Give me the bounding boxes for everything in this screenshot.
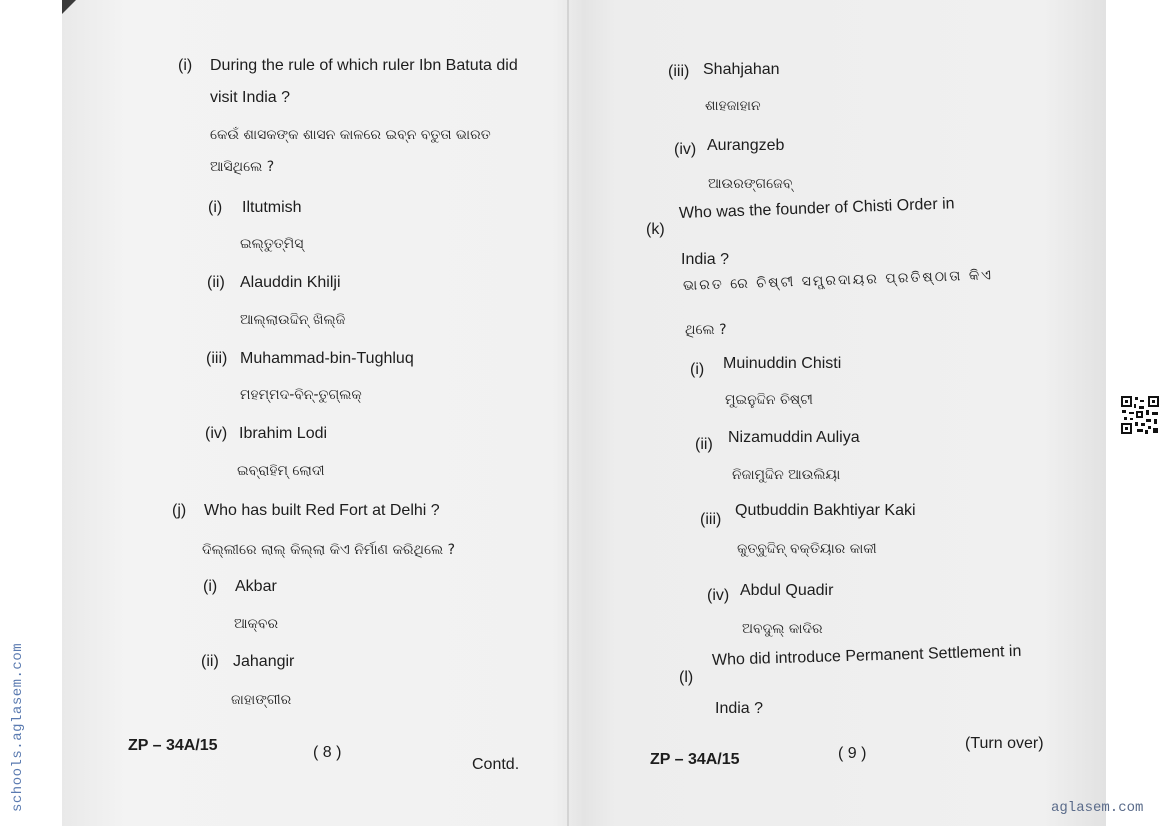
q-k-option-4-text: Abdul Quadir — [740, 582, 834, 599]
q-i-text-line2: visit India ? — [210, 89, 291, 106]
left-footer-code: ZP – 34A/15 — [128, 737, 218, 754]
q-i-option-2-text: Alauddin Khilji — [240, 274, 341, 291]
q-i-option-4-odia: ଇବ୍ରାହିମ୍ ଲୋଦୀ — [237, 463, 325, 479]
q-k-option-1-text: Muinuddin Chisti — [723, 355, 842, 372]
q-j-number: (j) — [172, 502, 187, 519]
q-i-number: (i) — [178, 57, 193, 74]
q-i-option-4-number: (iv) — [205, 425, 228, 442]
q-k-option-1-odia: ମୁଇନୁଦ୍ଦିନ ଚିଷ୍ଟୀ — [725, 392, 813, 408]
q-i-option-3-text: Shahjahan — [703, 61, 780, 78]
q-l-number: (l) — [679, 669, 694, 686]
q-k-text-line1: Who was the founder of Chisti Order in — [678, 195, 955, 222]
q-i-option-1-odia: ଇଲ୍‌ତୁତ୍‌ମିସ୍ — [240, 236, 304, 252]
q-j-text: Who has built Red Fort at Delhi ? — [204, 502, 440, 519]
q-k-odia-line2: ଥିଲେ ? — [685, 322, 727, 338]
q-i-option-4-text: Ibrahim Lodi — [239, 425, 328, 442]
q-i-option-4-number: (iv) — [674, 141, 697, 158]
q-i-text-line1: During the rule of which ruler Ibn Batuta did — [210, 57, 518, 74]
q-j-option-1-number: (i) — [203, 578, 218, 595]
q-l-text-line1: Who did introduce Permanent Settlement in — [711, 642, 1022, 669]
q-k-option-3-text: Qutbuddin Bakhtiyar Kaki — [735, 502, 916, 519]
page-fold — [567, 0, 569, 826]
q-k-option-3-number: (iii) — [700, 511, 722, 528]
qr-code-icon — [1120, 395, 1160, 435]
q-i-option-2-number: (ii) — [207, 274, 225, 291]
q-j-option-2-odia: ଜାହାଙ୍ଗୀର — [231, 692, 292, 708]
q-i-option-3-text: Muhammad-bin-Tughluq — [240, 350, 414, 367]
q-k-option-2-odia: ନିଜାମୁଦ୍ଦିନ ଆଉଲିୟା — [732, 467, 841, 483]
q-i-option-1-number: (i) — [208, 199, 223, 216]
q-j-option-1-text: Akbar — [235, 578, 277, 595]
turn-over-label: (Turn over) — [965, 735, 1044, 752]
q-k-option-2-number: (ii) — [695, 436, 713, 453]
contd-label: Contd. — [472, 756, 520, 773]
q-i-option-3-number: (iii) — [668, 63, 690, 80]
right-footer-code: ZP – 34A/15 — [650, 751, 740, 768]
q-i-option-2-odia: ଆଲ୍ଲାଉଦ୍ଦିନ୍ ଖିଲ୍‌ଜି — [240, 312, 346, 328]
q-i-option-3-odia: ମହମ୍ମଦ-ବିନ୍-ତୁଗ୍‌ଲକ୍ — [240, 387, 362, 403]
q-k-odia-line1: ଭାରତ ରେ ଚିଷ୍ଟୀ ସମ୍ପ୍ରଦାୟର ପ୍ରତିଷ୍ଠାତା କିଏ — [682, 267, 994, 294]
q-j-option-2-text: Jahangir — [233, 653, 295, 670]
q-k-option-3-odia: କୁତ୍‌ବୁଦ୍ଦିନ୍ ବକ୍ତିୟାର କାକୀ — [737, 541, 877, 557]
q-i-option-4-odia: ଆଉରଙ୍ଗଜେବ୍ — [708, 176, 793, 192]
q-l-text-line2: India ? — [715, 700, 764, 717]
left-watermark: schools.aglasem.com — [10, 642, 26, 812]
scanned-document — [62, 0, 1106, 826]
q-k-number: (k) — [646, 221, 665, 238]
q-k-option-2-text: Nizamuddin Auliya — [728, 429, 860, 446]
q-k-option-4-odia: ଅବଦୁଲ୍ କାଦିର — [742, 621, 823, 637]
q-i-odia-line1: କେଉଁ ଶାସକଙ୍କ ଶାସନ କାଳରେ ଇବ୍ନ ବତୁତା ଭାରତ — [210, 127, 491, 143]
q-k-text-line2: India ? — [681, 251, 730, 268]
q-i-option-1-text: Iltutmish — [242, 199, 302, 216]
right-page-number: ( 9 ) — [838, 745, 867, 762]
q-i-option-3-number: (iii) — [206, 350, 228, 367]
q-j-option-1-odia: ଆକ୍‌ବର — [234, 616, 279, 632]
right-watermark: aglasem.com — [1051, 800, 1144, 816]
left-page-number: ( 8 ) — [313, 744, 342, 761]
q-j-odia: ଦିଲ୍ଲୀରେ ଲାଲ୍ କିଲ୍ଲା କିଏ ନିର୍ମାଣ କରିଥିଲେ ? — [202, 542, 456, 558]
q-i-option-4-text: Aurangzeb — [707, 137, 785, 154]
q-k-option-4-number: (iv) — [707, 587, 730, 604]
q-k-option-1-number: (i) — [690, 361, 705, 378]
q-i-odia-line2: ଆସିଥିଲେ ? — [210, 159, 275, 175]
q-i-option-3-odia: ଶାହଜାହାନ — [705, 98, 761, 114]
q-j-option-2-number: (ii) — [201, 653, 219, 670]
